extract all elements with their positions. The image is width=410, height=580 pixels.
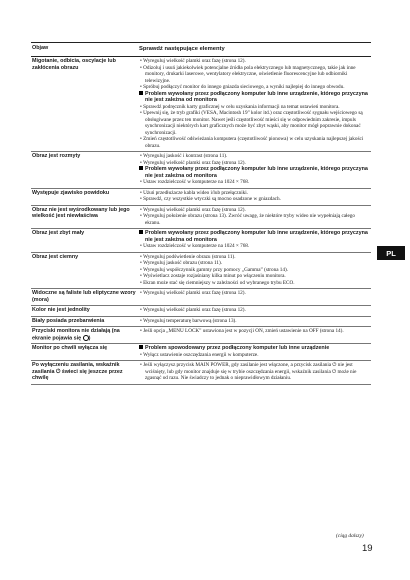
- bullet-item: • Jeśli wyłączysz przycisk MAIN POWER, gdy zasilanie jest włączone, a przycisk zasilania ⏻ nie jest wciśnięty, lub gdy monitor znajduje się w trybie oszczędzania energii, wskaźnik zasilania ⏻ może nie zgasnąć od razu. Nie świadczy to jednak o nieprawidłowym działaniu.: [139, 362, 371, 382]
- check-cell: [139, 206, 371, 229]
- table-row: [31, 344, 371, 361]
- header-symptom: Objaw: [32, 45, 49, 51]
- bullet-item: • Upewnij się, że tryb grafiki (VESA, Macintosh 19" kolor itd.) oraz częstotliwość sygnału wejściowego są obsługiwane przez ten monitor. Nawet jeśli częstotliwość mieści się w odpowiednim zakresie, impuls synchronizacji niektórych kart graficznych może być zbyt wąski, aby monitor mógł poprawnie dokonać synchronizacji.: [139, 110, 371, 136]
- table-row: [31, 189, 371, 206]
- bullet-item: • Wyświetlacz zostaje rozjaśniany kilka minut po włączeniu monitora.: [139, 273, 371, 280]
- bullet-item: • Wyreguluj wielkość plamki oraz fazę (strona 12).: [139, 58, 371, 65]
- symptom-text: Biały posiada przebarwienia: [32, 317, 105, 324]
- table-row: [31, 317, 371, 328]
- symptom-tail: ): [88, 334, 91, 341]
- bullet-item: • Wyreguluj wielkość plamki oraz fazę (strona 12).: [139, 290, 371, 297]
- bullet-item: • Ustaw rozdzielczość w komputerze na 1024 × 768.: [139, 179, 371, 186]
- check-cell: [139, 361, 371, 384]
- bullet-item: • Odizoluj i usuń jakiekolwiek potencjalne źródła pola elektrycznego lub magnetycznego, takie jak inne monitory, drukarki laserowe, wentylatory elektryczne, oświetlenie fluorescencyjne lub odbiorniki telewizyjne.: [139, 65, 371, 85]
- symptom-cell: [31, 206, 139, 229]
- table-row: [31, 152, 371, 189]
- symptom-cell: [31, 57, 139, 151]
- symptom-text: Po wyłączeniu zasilania, wskaźnik zasilania ⏻ świeci się jeszcze przez chwilę: [32, 362, 123, 382]
- continued-note: (ciąg dalszy): [336, 533, 364, 539]
- check-cell: [139, 152, 371, 188]
- troubleshooting-table: [31, 42, 371, 385]
- bullet-item: • Użuń przedłużacze kabla wideo i/lub przełączniki.: [139, 190, 371, 197]
- check-cell: [139, 189, 371, 205]
- symptom-cell: [31, 189, 139, 205]
- bullet-item: • Wyłącz ustawienie oszczędzania energii w komputerze.: [139, 352, 371, 359]
- bullet-item: • Zmień częstotliwość odświeżania komputera (częstotliwość pionowa) w celu uzyskania najlepszej jakości obrazu.: [139, 136, 371, 149]
- symptom-cell: [31, 253, 139, 289]
- section-heading: Problem wywołany przez podłączony komputer lub inne urządzenie, którego przyczyna nie jest zależna od monitora: [139, 230, 371, 243]
- table-row: [31, 361, 371, 385]
- symptom-cell: [31, 152, 139, 188]
- section-heading: Problem spowodowany przez podłączony komputer lub inne urządzenie: [139, 345, 371, 352]
- bullet-item: • Spróbuj podłączyć monitor do innego gniazda sieciowego, a wyniki najlepiej do innego obwodu.: [139, 84, 371, 91]
- bullet-item: • Ekran może stać się ciemniejszy w zależności od wybranego trybu ECO.: [139, 280, 371, 287]
- bullet-item: • Wyreguluj wielkość plamki oraz fazę (strona 12).: [139, 207, 371, 214]
- page-number: 19: [362, 543, 373, 554]
- bullet-item: • Sprawdź, czy wszystkie wtyczki są mocno osadzone w gniazdach.: [139, 196, 371, 203]
- bullet-item: • Wyreguluj temperaturę barwową (strona 13).: [139, 318, 371, 325]
- table-row: [31, 327, 371, 344]
- check-cell: [139, 57, 371, 151]
- symptom-cell: [31, 229, 139, 252]
- table-header: [31, 43, 371, 57]
- symptom-text: Widoczne są faliste lub eliptyczne wzory (mora): [32, 290, 136, 303]
- bullet-item: • Wyreguluj jaskość obrazu (strona 11).: [139, 260, 371, 267]
- bullet-item: • Wyreguluj podświetlenie obrazu (strona 11).: [139, 254, 371, 261]
- symptom-text: Występuje zjawisko powidoku: [32, 189, 110, 196]
- table-row: [31, 206, 371, 230]
- table-body: [31, 57, 371, 385]
- check-cell: [139, 229, 371, 252]
- check-cell: [139, 253, 371, 289]
- check-cell: [139, 344, 371, 360]
- bullet-item: • Jeśli opcja „MENU LOCK” ustawiona jest w pozycji ON, zmień ustawienie na OFF (strona 14).: [139, 328, 371, 335]
- check-cell: [139, 327, 371, 343]
- table-row: [31, 229, 371, 253]
- header-check: Sprawdź następujące elementy: [139, 46, 225, 52]
- check-cell: [139, 289, 371, 305]
- symptom-cell: [31, 289, 139, 305]
- bullet-item: • Wyreguluj wielkość plamki oraz fazę (strona 12).: [139, 160, 371, 167]
- symptom-text: Obraz jest ciemny: [32, 253, 79, 260]
- symptom-text: Kolor nie jest jednolity: [32, 307, 90, 313]
- symptom-text: Obraz jest rozmyty: [32, 153, 81, 159]
- table-row: [31, 253, 371, 290]
- symptom-text: Obraz nie jest wyśrodkowany lub jego wielkość jest niewłaściwa: [32, 206, 130, 219]
- symptom-text: Migotanie, odbicia, oscylacje lub zakłócenia obrazu: [32, 58, 116, 71]
- bullet-item: • Wyreguluj jaskość i kontrast (strona 11).: [139, 153, 371, 160]
- symptom-text: Przyciski monitora nie działają (na ekranie pojawia się: [32, 328, 120, 341]
- bullet-item: • Sprawdź podręcznik karty graficznej w celu uzyskania informacji na temat ustawień monitora.: [139, 104, 371, 111]
- symptom-cell: [31, 306, 139, 316]
- bullet-item: • Ustaw rozdzielczość w komputerze na 1024 × 768.: [139, 243, 371, 250]
- check-cell: [139, 317, 371, 327]
- bullet-item: • Wyreguluj wielkość plamki oraz fazę (strona 12).: [139, 307, 371, 314]
- bullet-item: • Wyreguluj współczynnik gammy przy pomocy „Gamma” (strona 14).: [139, 267, 371, 274]
- symptom-cell: [31, 361, 139, 384]
- symptom-cell: [31, 327, 139, 343]
- section-heading: Problem wywołany przez podłączony komputer lub inne urządzenie, którego przyczyna nie jest zależna od monitora: [139, 166, 371, 179]
- symptom-text: Monitor po chwili wyłącza się: [32, 345, 108, 352]
- check-cell: [139, 306, 371, 316]
- symptom-cell: [31, 344, 139, 360]
- table-row: [31, 289, 371, 306]
- symptom-text: Obraz jest zbyt mały: [32, 230, 85, 236]
- table-row: [31, 57, 371, 152]
- symptom-cell: [31, 317, 139, 327]
- table-row: [31, 306, 371, 317]
- bullet-item: • Wyreguluj położenie obrazu (strona 13). Zwróć uwagę, że niektóre tryby wideo nie wypełniają całego ekranu.: [139, 213, 371, 226]
- language-tab: PL: [377, 246, 405, 260]
- section-heading: Problem wywołany przez podłączony komputer lub inne urządzenie, którego przyczyna nie jest zależna od monitora: [139, 91, 371, 104]
